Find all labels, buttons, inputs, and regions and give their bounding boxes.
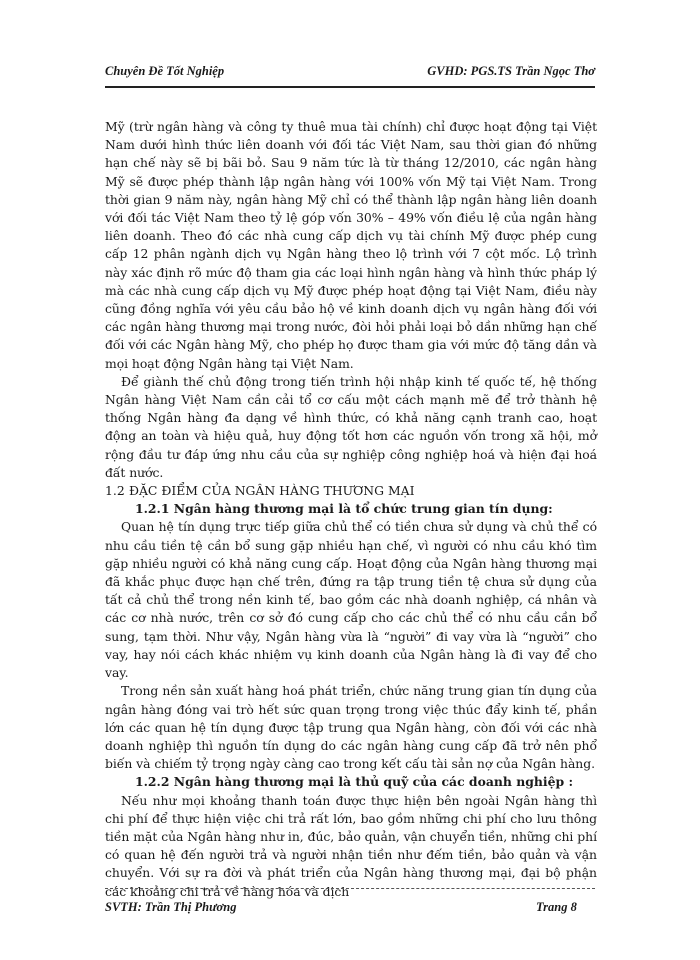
section-heading [105,482,597,500]
section-number: 1.2 [105,483,125,499]
paragraph-5: Nếu như mọi khoảng thanh toán được thực hiện bên ngoài Ngân hàng thì chi phí để thực hiện việc chi trả rất lớn, bao gồm những chi phí cho lưu thông tiền mặt của Ngân hàng như in, đúc, bảo quản, vận chuyển tiền, những chi phí có quan hệ đến người trả và người nhận tiền như đếm tiền, bảo quản và vận chuyển. Với sự ra đời và phát triển của Ngân hàng thương mại, đại bộ phận các khoảng chi trả về hàng hóa và dịch [105,792,597,899]
footer-divider [105,888,595,889]
page-body [105,118,597,901]
footer-author: SVTH: Trần Thị Phương [105,900,237,914]
header-advisor: GVHD: PGS.TS Trần Ngọc Thơ [427,64,595,78]
paragraph-3: Quan hệ tín dụng trực tiếp giữa chủ thể có tiền chưa sử dụng và chủ thể có nhu cầu tiền tệ cần bổ sung gặp nhiều hạn chế, vì người có nhu cầu khó tìm gặp nhiều người có khả năng cung cấp. Hoạt động của Ngân hàng thương mại đã khắc phục được hạn chế trên, đứng ra tập trung tiền tệ chưa sử dụng của tất cả chủ thể trong nền kinh tế, bao gồm các nhà doanh nghiệp, cá nhân và các cơ nhà nước, trên cơ sở đó cung cấp cho các chủ thể có nhu cầu cần bổ sung, tạm thời. Như vậy, Ngân hàng vừa là “người” đi vay vừa là “người” cho vay, hay nói cách khác nhiệm vụ kinh doanh của Ngân hàng là đi vay để cho vay. [105,519,597,681]
page-number: Trang 8 [536,900,577,914]
paragraph-2: Để giành thế chủ động trong tiến trình hội nhập kinh tế quốc tế, hệ thống Ngân hàng Việt Nam cần cải tổ cơ cấu một cách mạnh mẽ để trở thành hệ thống Ngân hàng đa dạng về hình thức, có khả năng cạnh tranh cao, hoạt động an toàn và hiệu quả, huy động tốt hơn các nguồn vốn trong xã hội, mở rộng đầu tư đáp ứng nhu cầu của sự nghiệp công nghiệp hoá và hiện đại hoá đất nước. [105,373,597,480]
paragraph-4: Trong nền sản xuất hàng hoá phát triển, chức năng trung gian tín dụng của ngân hàng đóng vai trò hết sức quan trọng trong việc thúc đẩy kinh tế, phần lớn các quan hệ tín dụng được tập trung qua Ngân hàng, còn đối với các nhà doanh nghiệp thì nguồn tín dụng do các ngân hàng cung cấp đã trở nên phổ biến và chiếm tỷ trọng ngày càng cao trong kết cấu tài sản nợ của Ngân hàng. [105,683,597,772]
header-title: Chuyên Đề Tốt Nghiệp [105,64,225,78]
subsection-heading-2: 1.2.2 Ngân hàng thương mại là thủ quỹ của các doanh nghiệp : [135,774,574,790]
subsection-heading-1: 1.2.1 Ngân hàng thương mại là tổ chức trung gian tín dụng: [135,501,553,517]
section-title: ĐẶC ĐIỂM CỦA NGÂN HÀNG THƯƠNG MẠI [128,483,415,499]
paragraph-1: Mỹ (trừ ngân hàng và công ty thuê mua tài chính) chỉ được hoạt động tại Việt Nam dưới hình thức liên doanh với đối tác Việt Nam, sau thời gian đó những hạn chế này sẽ bị bãi bỏ. Sau 9 năm tức là từ tháng 12/2010, các ngân hàng Mỹ sẽ được phép thành lập ngân hàng với 100% vốn Mỹ tại Việt Nam. Trong thời gian 9 năm này, ngân hàng Mỹ chỉ có thể thành lập ngân hàng liên doanh với đối tác Việt Nam theo tỷ lệ góp vốn 30% – 49% vốn điều lệ của ngân hàng liên doanh. Theo đó các nhà cung cấp dịch vụ tài chính Mỹ được phép cung cấp 12 phân ngành dịch vụ Ngân hàng theo lộ trình với 7 cột mốc. Lộ trình này xác định rõ mức độ tham gia các loại hình ngân hàng và hình thức pháp lý mà các nhà cung cấp dịch vụ Mỹ được phép hoạt động tại Việt Nam, điều này cũng đồng nghĩa với yêu cầu bảo hộ về kinh doanh dịch vụ ngân hàng đối với các ngân hàng thương mại trong nước, đòi hỏi phải loại bỏ dần những hạn chế đối với các Ngân hàng Mỹ, cho phép họ được tham gia với mức độ tăng dần và mọi hoạt động Ngân hàng tại Việt Nam. [105,119,597,371]
page-header [105,58,595,88]
